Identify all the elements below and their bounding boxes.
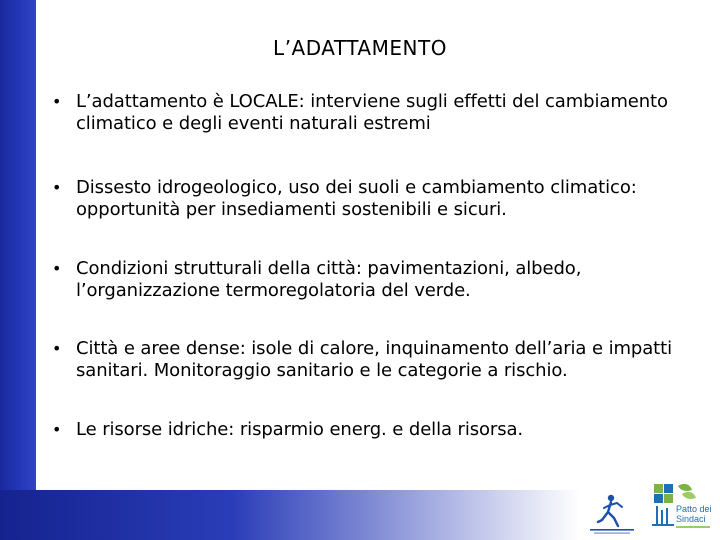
bullet-text: Le risorse idriche: risparmio energ. e della risorsa. <box>76 419 524 440</box>
bullet-item <box>52 419 712 441</box>
bullet-text: Dissesto idrogeologico, uso dei suoli e cambiamento climatico: opportunità per insediamenti sostenibili e sicuri. <box>76 177 637 220</box>
bullet-item <box>52 258 712 302</box>
bullet-dot: • <box>52 92 62 111</box>
bullet-dot: • <box>52 178 62 197</box>
bullet-dot: • <box>52 259 62 278</box>
runner-logo-icon <box>584 492 640 536</box>
patto-dei-sindaci-logo-icon <box>648 480 714 538</box>
slide-title: L’ADATTAMENTO <box>273 36 447 60</box>
bullet-item <box>52 91 712 135</box>
bullet-dot: • <box>52 420 62 439</box>
patto-logo-line1: Patto dei <box>676 504 712 514</box>
bottom-accent-bar <box>0 490 580 540</box>
bullet-text: Condizioni strutturali della città: pavimentazioni, albedo, l’organizzazione termoregolatoria del verde. <box>76 258 582 301</box>
bullet-item <box>52 338 712 382</box>
bullet-text: L’adattamento è LOCALE: interviene sugli effetti del cambiamento climatico e degli eventi naturali estremi <box>76 91 668 134</box>
bullet-dot: • <box>52 339 62 358</box>
left-accent-bar <box>0 0 36 540</box>
bullet-item <box>52 177 712 221</box>
patto-logo-line2: Sindaci <box>676 514 706 524</box>
bullet-text: Città e aree dense: isole di calore, inquinamento dell’aria e impatti sanitari. Monitoraggio sanitario e le categorie a rischio. <box>76 338 672 381</box>
bullet-list <box>52 91 712 441</box>
patto-logo-text <box>676 504 712 524</box>
patto-logo-underline <box>676 526 710 528</box>
